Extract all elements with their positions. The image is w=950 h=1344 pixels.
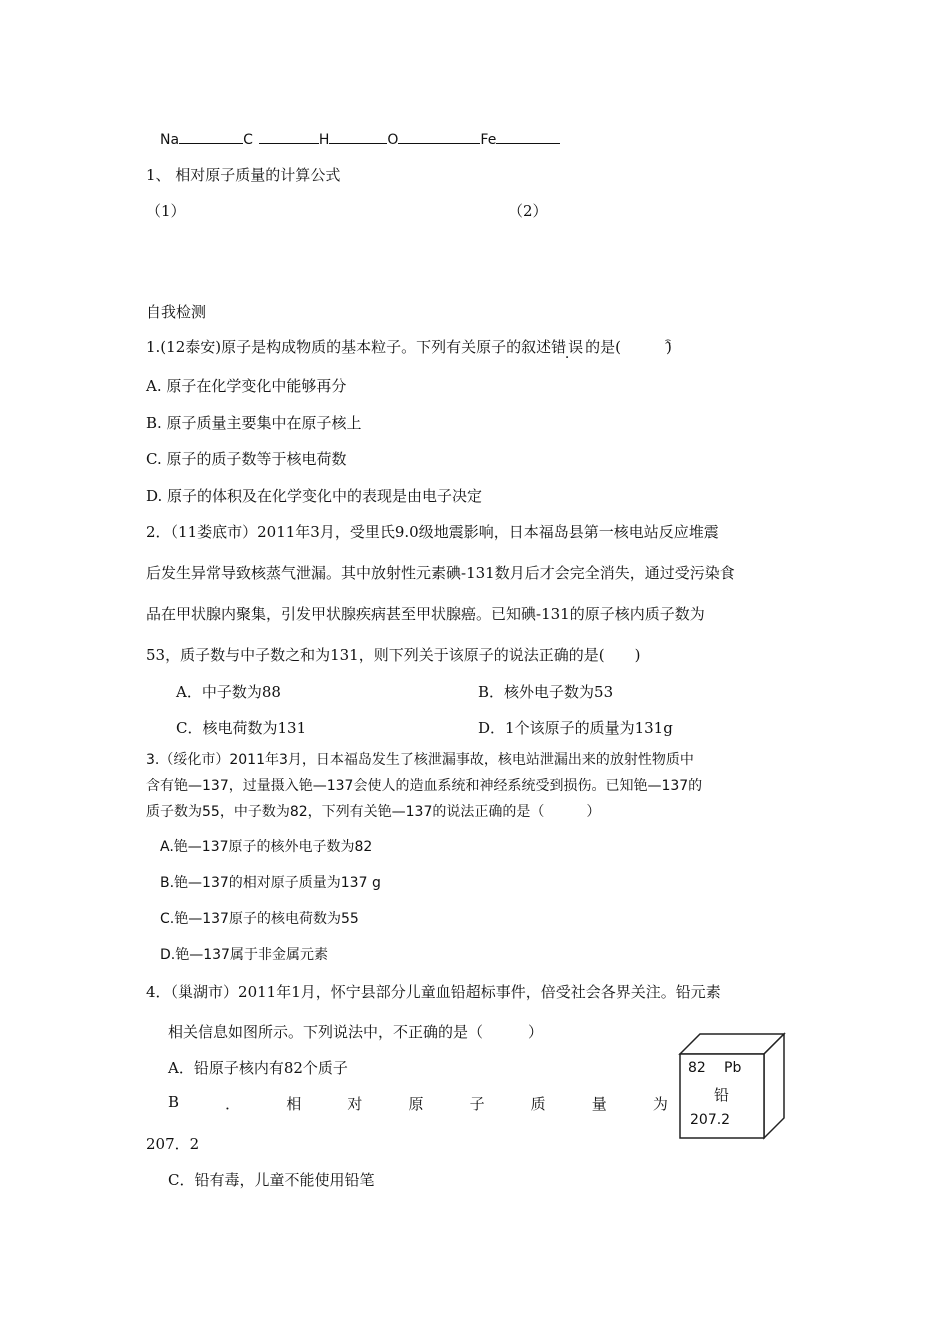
q4-option-b-char: ． bbox=[225, 1095, 241, 1113]
fill-label-c: C bbox=[243, 132, 253, 148]
fill-label-h: H bbox=[318, 132, 330, 148]
q4-option-b-char: B bbox=[168, 1093, 180, 1111]
q4-line-2: 相关信息如图所示。下列说法中，不正确的是（ ） bbox=[168, 1023, 544, 1041]
blank-h[interactable] bbox=[329, 129, 387, 144]
q1-stem-before: 1.(12泰安)原子是构成物质的基本粒子。下列有关原子的叙述 bbox=[146, 338, 552, 356]
q4-option-b-char: 为 bbox=[652, 1095, 668, 1113]
q4-option-b[interactable] bbox=[168, 1093, 668, 1114]
q3-option-d[interactable]: D.铯—137属于非金属元素 bbox=[160, 947, 328, 963]
q2-line-1: 2．（11娄底市）2011年3月，受里氏9.0级地震影响，日本福岛县第一核电站反应堆震 bbox=[146, 523, 719, 541]
q3-line-1: 3.（绥化市）2011年3月，日本福岛发生了核泄漏事故，核电站泄漏出来的放射性物质中 bbox=[146, 752, 694, 768]
q3-line-3: 质子数为55，中子数为82，下列有关铯—137的说法正确的是（ ） bbox=[146, 804, 601, 820]
fill-label-fe: Fe bbox=[480, 132, 497, 148]
fill-label-o: O bbox=[387, 132, 399, 148]
q1-stem bbox=[146, 336, 672, 359]
q3-option-c[interactable]: C.铯—137原子的核电荷数为55 bbox=[160, 911, 359, 927]
q1-stem-after: 的是( ) bbox=[585, 338, 672, 356]
q4-option-b-char: 相 bbox=[286, 1095, 302, 1113]
fill-in-row bbox=[160, 129, 560, 148]
q1-stem-emphasis: 错误 bbox=[551, 338, 586, 356]
element-atomic-mass: 207.2 bbox=[690, 1112, 731, 1128]
q2-option-c[interactable]: C．核电荷数为131 bbox=[176, 719, 307, 737]
q1-option-b[interactable]: B. 原子质量主要集中在原子核上 bbox=[146, 414, 362, 432]
q4-option-c[interactable]: C．铅有毒，儿童不能使用铅笔 bbox=[168, 1171, 375, 1189]
blank-o[interactable] bbox=[398, 129, 480, 144]
q3-option-b[interactable]: B.铯—137的相对原子质量为137 g bbox=[160, 875, 381, 891]
element-name: 铅 bbox=[714, 1086, 730, 1104]
q4-option-b-char: 质 bbox=[530, 1095, 546, 1113]
q2-line-4: 53，质子数与中子数之和为131，则下列关于该原子的说法正确的是( ) bbox=[146, 646, 641, 664]
blank-na[interactable] bbox=[179, 129, 243, 144]
q4-option-a[interactable]: A．铅原子核内有82个质子 bbox=[168, 1059, 348, 1077]
q4-option-b-tail: 207．2 bbox=[146, 1135, 200, 1153]
q2-option-a[interactable]: A．中子数为88 bbox=[176, 683, 281, 701]
fill-label-na: Na bbox=[160, 132, 180, 148]
q1-option-a[interactable]: A. 原子在化学变化中能够再分 bbox=[146, 377, 347, 395]
q1-option-c[interactable]: C. 原子的质子数等于核电荷数 bbox=[146, 450, 347, 468]
q2-option-d[interactable]: D．1个该原子的质量为131g bbox=[478, 719, 673, 737]
q4-option-b-char: 原 bbox=[408, 1095, 424, 1113]
q4-line-1: 4．（巢湖市）2011年1月，怀宁县部分儿童血铅超标事件，倍受社会各界关注。铅元素 bbox=[146, 983, 721, 1001]
q2-line-3: 品在甲状腺内聚集，引发甲状腺疾病甚至甲状腺癌。已知碘-131的原子核内质子数为 bbox=[146, 605, 705, 623]
q3-line-2: 含有铯—137，过量摄入铯—137会使人的造血系统和神经系统受到损伤。已知铯—137的 bbox=[146, 778, 703, 794]
blank-fe[interactable] bbox=[496, 129, 560, 144]
formula-heading: 1、 相对原子质量的计算公式 bbox=[146, 166, 341, 184]
section-title: 自我检测 bbox=[146, 303, 207, 321]
q2-line-2: 后发生异常导致核蒸气泄漏。其中放射性元素碘-131数月后才会完全消失，通过受污染食 bbox=[146, 564, 735, 582]
element-symbol: Pb bbox=[724, 1060, 742, 1076]
formula-part-1: （1） bbox=[146, 202, 186, 220]
blank-c[interactable] bbox=[259, 129, 319, 144]
q3-option-a[interactable]: A.铯—137原子的核外电子数为82 bbox=[160, 839, 373, 855]
q4-option-b-char: 对 bbox=[347, 1095, 363, 1113]
element-atomic-number: 82 bbox=[688, 1060, 706, 1076]
formula-part-2: （2） bbox=[508, 202, 548, 220]
q1-option-d[interactable]: D. 原子的体积及在化学变化中的表现是由电子决定 bbox=[146, 487, 483, 505]
q4-option-b-char: 量 bbox=[591, 1095, 607, 1113]
q2-option-b[interactable]: B．核外电子数为53 bbox=[478, 683, 614, 701]
element-card bbox=[676, 1030, 788, 1142]
q4-option-b-char: 子 bbox=[469, 1095, 485, 1113]
